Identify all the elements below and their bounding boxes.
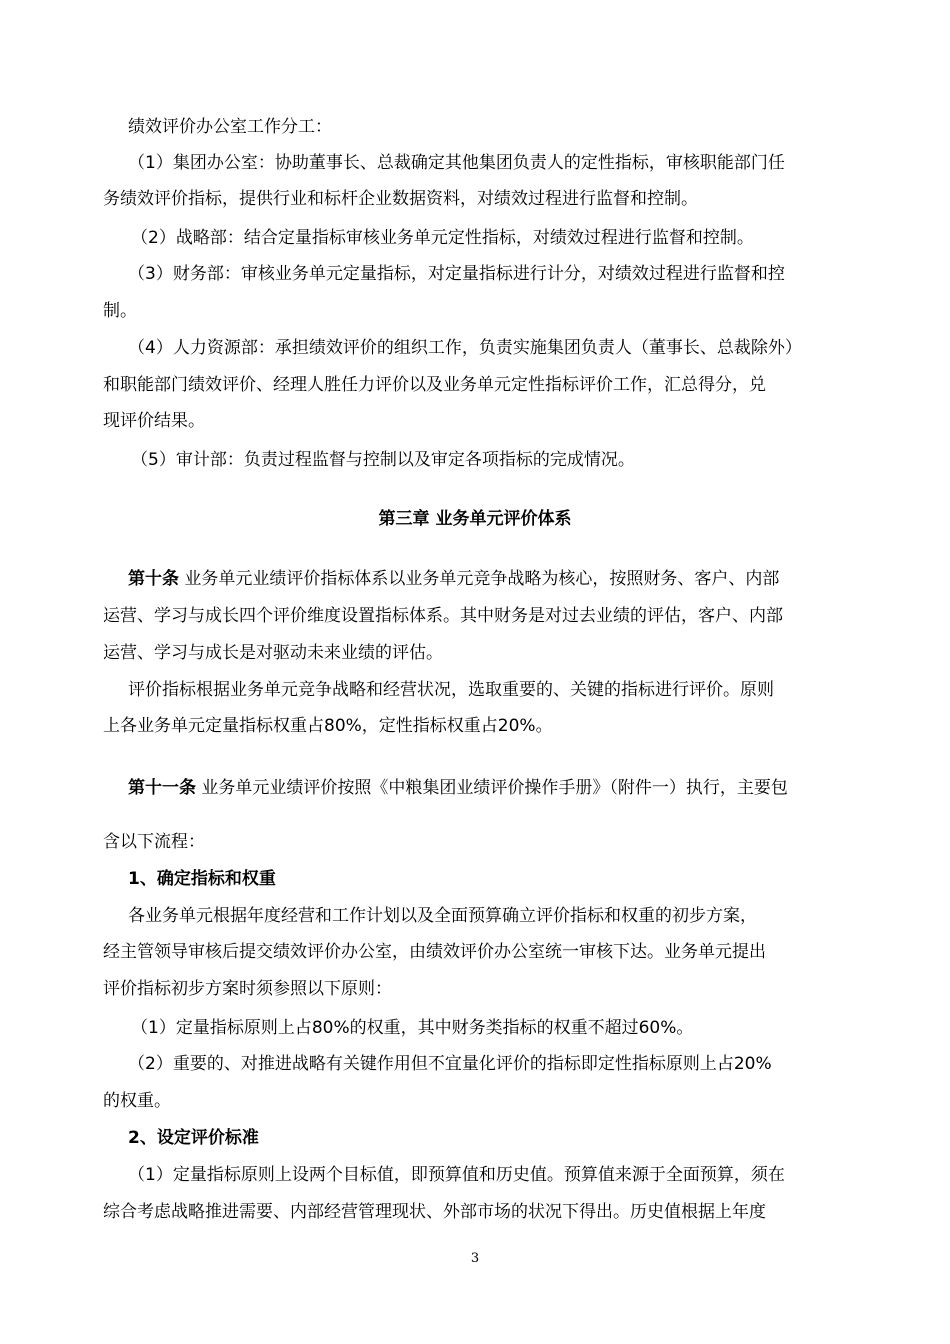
article-10-line: 上各业务单元定量指标权重占80%，定性指标权重占20%。 <box>103 716 553 736</box>
page-number: 3 <box>470 1251 480 1266</box>
section-2-line: 综合考虑战略推进需要、内部经营管理现状、外部市场的状况下得出。历史值根据上年度 <box>103 1202 766 1222</box>
paragraph-line: 制。 <box>103 301 137 321</box>
article-11-line: 含以下流程： <box>103 832 205 852</box>
section-2-line: （1）定量指标原则上设两个目标值，即预算值和历史值。预算值来源于全面预算，须在 <box>128 1165 785 1185</box>
article-10-line: 评价指标根据业务单元竞争战略和经营状况，选取重要的、关键的指标进行评价。原则 <box>128 680 774 700</box>
paragraph-line: （5）审计部：负责过程监督与控制以及审定各项指标的完成情况。 <box>131 450 635 470</box>
section-1-line: 评价指标初步方案时须参照以下原则： <box>103 979 392 999</box>
article-10-text: 业务单元业绩评价指标体系以业务单元竞争战略为核心，按照财务、客户、内部 <box>184 569 780 589</box>
section-1-heading: 1、确定指标和权重 <box>128 869 276 889</box>
article-11-line <box>128 778 788 798</box>
paragraph-line: （2）战略部：结合定量指标审核业务单元定性指标，对绩效过程进行监督和控制。 <box>131 228 754 248</box>
paragraph-line: 绩效评价办公室工作分工： <box>128 117 332 137</box>
article-10-line: 运营、学习与成长四个评价维度设置指标体系。其中财务是对过去业绩的评估，客户、内部 <box>103 606 783 626</box>
paragraph-line: 务绩效评价指标，提供行业和标杆企业数据资料，对绩效过程进行监督和控制。 <box>103 189 698 209</box>
paragraph-line: 和职能部门绩效评价、经理人胜任力评价以及业务单元定性指标评价工作，汇总得分，兑 <box>103 375 766 395</box>
article-10-line: 运营、学习与成长是对驱动未来业绩的评估。 <box>103 643 443 663</box>
article-10-line <box>128 569 779 589</box>
section-2-heading: 2、设定评价标准 <box>128 1128 259 1148</box>
paragraph-line: （4）人力资源部：承担绩效评价的组织工作，负责实施集团负责人（董事长、总裁除外） <box>128 338 802 358</box>
article-11-text: 业务单元业绩评价按照《中粮集团业绩评价操作手册》（附件一）执行，主要包 <box>201 778 788 798</box>
section-1-line: （1）定量指标原则上占80%的权重，其中财务类指标的权重不超过60%。 <box>131 1018 694 1038</box>
section-1-line: （2）重要的、对推进战略有关键作用但不宜量化评价的指标即定性指标原则上占20% <box>128 1054 772 1074</box>
paragraph-line: 现评价结果。 <box>103 411 205 431</box>
article-10-label: 第十条 <box>128 569 179 589</box>
paragraph-line: （3）财务部：审核业务单元定量指标，对定量指标进行计分，对绩效过程进行监督和控 <box>128 264 785 284</box>
section-1-line: 经主管领导审核后提交绩效评价办公室，由绩效评价办公室统一审核下达。业务单元提出 <box>103 942 766 962</box>
chapter-title: 第三章 业务单元评价体系 <box>378 509 572 529</box>
paragraph-line: （1）集团办公室：协助董事长、总裁确定其他集团负责人的定性指标，审核职能部门任 <box>128 153 785 173</box>
article-11-label: 第十一条 <box>128 778 196 798</box>
section-1-line: 各业务单元根据年度经营和工作计划以及全面预算确立评价指标和权重的初步方案， <box>128 906 757 926</box>
section-1-line: 的权重。 <box>103 1091 171 1111</box>
